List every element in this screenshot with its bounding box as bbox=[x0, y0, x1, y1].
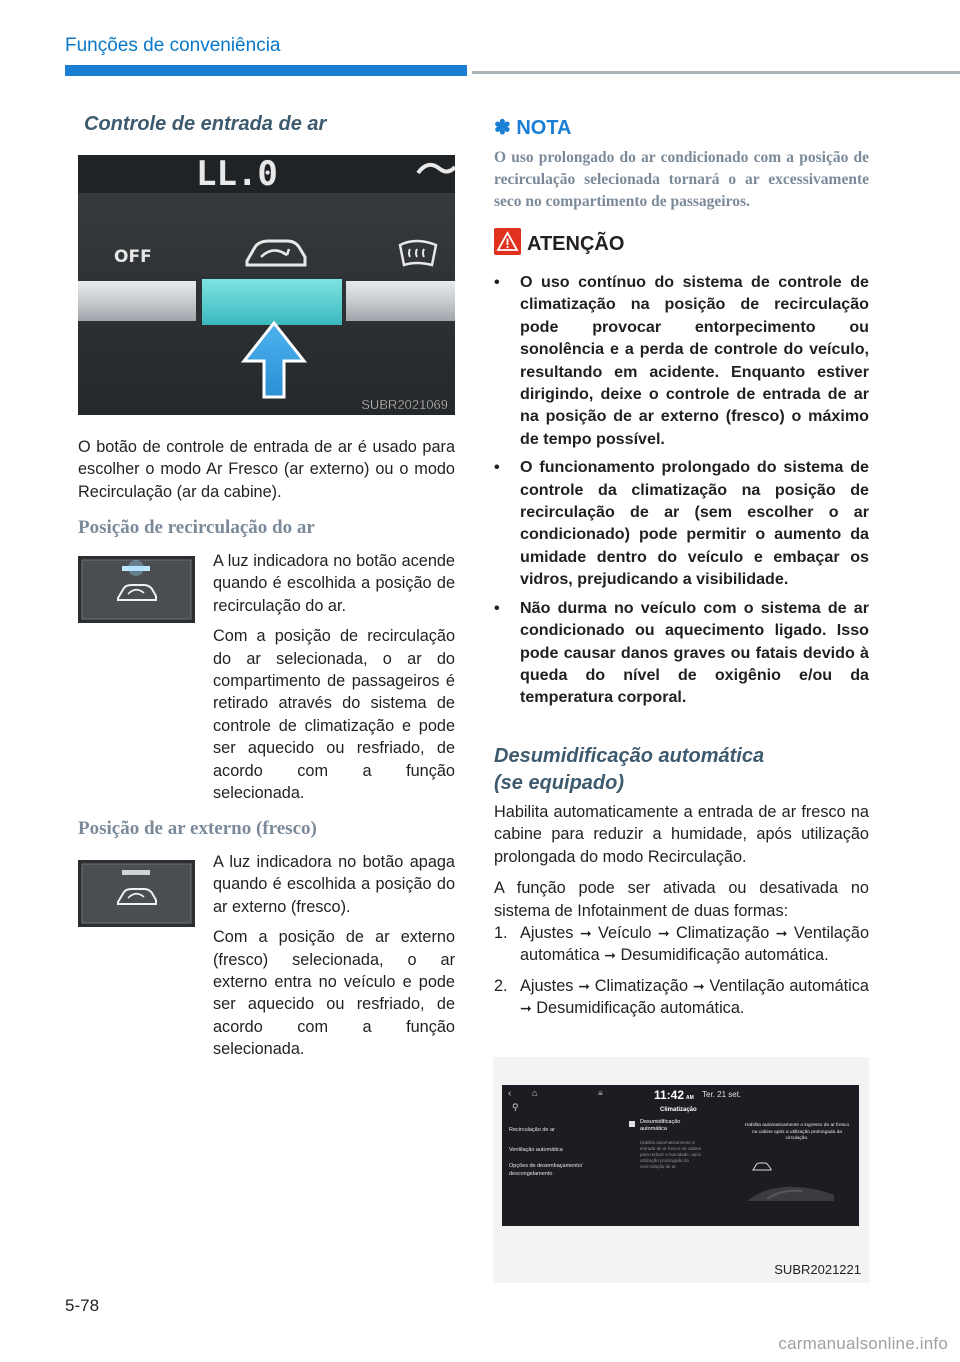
note-asterisk-icon: ✽ bbox=[494, 117, 511, 139]
fresh-air-text: A luz indicadora no botão apaga quando é escolhida a posição do ar externo (fresco). Com a posição de ar externo (fresco) selecionada, o ar externo entra no veículo e pode ser aquecido ou resfriado, de acordo com a função selecionada. bbox=[213, 853, 455, 1059]
screen-menu-icon: ≡ bbox=[598, 1089, 603, 1098]
figure-air-intake-panel bbox=[78, 155, 455, 415]
search-icon: ⚲ bbox=[512, 1102, 519, 1112]
screen-menu-list bbox=[509, 1126, 619, 1178]
intro-paragraph: O botão de controle de entrada de ar é usado para escolher o modo Ar Fresco (ar externo) ou o modo Recirculação (ar da cabine). bbox=[78, 438, 455, 501]
recirculation-button-image bbox=[78, 556, 195, 623]
fresh-air-button-image bbox=[78, 860, 195, 927]
caution-item: • O funcionamento prolongado do sistema de controle da climatização na posição de recirculação de ar (sem escolher o ar condicionado) pode permitir o aumento da umidade dentro do veículo e embaçar os vidros, prejudicando a visibilidade. bbox=[494, 458, 869, 589]
dehum-text: Habilita automaticamente a entrada de ar fresco na cabine para reduzir a humidade, após utilização prolongada do modo Recirculação. A função pode ser ativada ou desativada no sistema de Infotainment de duas formas: bbox=[494, 803, 869, 920]
page-number: 5-78 bbox=[65, 1296, 100, 1315]
screen-option-desc: Habilita automaticamente a entrada de ar fresco na cabine para reduzir a humidade, após utilização prolongada da recirculação de ar. bbox=[640, 1140, 702, 1169]
air-intake-panel-illustration bbox=[78, 155, 455, 415]
watermark: carmanualsonline.info bbox=[778, 1334, 948, 1353]
screen-time: 11:42 AM bbox=[654, 1088, 694, 1102]
dehum-steps bbox=[494, 922, 869, 1028]
screen-date: Ter. 21 set. bbox=[702, 1090, 742, 1099]
warning-triangle-icon bbox=[494, 228, 521, 255]
screen-car-icon bbox=[752, 1158, 772, 1168]
running-header: Funções de conveniência bbox=[65, 35, 281, 56]
display-digits: LL.0 bbox=[196, 155, 278, 194]
caution-title: ATENÇÃO bbox=[527, 233, 625, 255]
note-body: O uso prolongado do ar condicionado com a posição de recirculação selecionada tornará o ar excessivamente seco no compartimento de passageiros. bbox=[494, 149, 869, 210]
heading-recirculation: Posição de recirculação do ar bbox=[78, 517, 315, 538]
screen-option-title[interactable]: Desumidificação automática bbox=[640, 1119, 681, 1132]
header-rule-gray bbox=[472, 71, 960, 74]
section-title-air-intake: Controle de entrada de ar bbox=[84, 113, 327, 135]
home-icon: ⌂ bbox=[532, 1088, 538, 1098]
note-heading bbox=[494, 115, 572, 140]
screen-menu-item[interactable]: Opções de desembaçamento/ descongelamento bbox=[509, 1163, 583, 1177]
heading-auto-dehumidification: Desumidificação automática (se equipado) bbox=[494, 745, 765, 794]
recirculation-text: A luz indicadora no botão acende quando é escolhida a posição de recirculação do ar. Com a posição de recirculação do ar selecionada, o ar do compartimento de passageiros é retirado através do sistema de controle de climatização e pode ser aquecido ou resfriado, de acordo com a função selecionada. bbox=[213, 552, 455, 803]
figure-infotainment-screen bbox=[493, 1057, 869, 1283]
figure-code: SUBR2021069 bbox=[361, 397, 448, 412]
screen-menu-item[interactable]: Ventilação automática bbox=[509, 1147, 563, 1153]
screen-figure-code: SUBR2021221 bbox=[774, 1262, 861, 1277]
infotainment-display bbox=[502, 1085, 859, 1226]
back-arrow-icon: ‹ bbox=[508, 1088, 512, 1099]
header-rule-blue bbox=[65, 65, 467, 76]
step-item: 2. Ajustes ➞ Climatização ➞ Ventilação automática ➞ Desumidificação automática. bbox=[494, 976, 869, 1018]
note-title: NOTA bbox=[516, 117, 572, 139]
screen-help-text: Habilita automaticamente o ingresso de ar fresco na cabine após a utilização prolongada da circulação. bbox=[744, 1123, 850, 1141]
option-checkbox[interactable] bbox=[629, 1121, 635, 1127]
off-label: OFF bbox=[114, 247, 152, 267]
caution-item: • Não durma no veículo com o sistema de ar condicionado ou aquecimento ligado. Isso pode causar danos graves ou fatais devido à queda do nível de oxigênio e/ou da temperatura corporal. bbox=[494, 598, 869, 707]
caution-list bbox=[494, 271, 869, 715]
caution-item: • O uso contínuo do sistema de controle de climatização na posição de recirculação pode provocar entorpecimento ou sonolência e a perda de controle do veículo, resultando em acidente. Enquanto estiver dirigindo, deixe o controle de entrada de ar na posição de ar externo (fresco) o máximo de tempo possível. bbox=[494, 273, 869, 448]
screen-panel-title: Climatização bbox=[660, 1107, 697, 1113]
step-item: 1. Ajustes ➞ Veículo ➞ Climatização ➞ Ventilação automática ➞ Desumidificação automática. bbox=[494, 924, 869, 965]
screen-menu-item[interactable]: Recirculação de ar bbox=[509, 1127, 555, 1133]
heading-fresh-air: Posição de ar externo (fresco) bbox=[78, 818, 317, 839]
screen-car-illustration bbox=[742, 1175, 842, 1205]
